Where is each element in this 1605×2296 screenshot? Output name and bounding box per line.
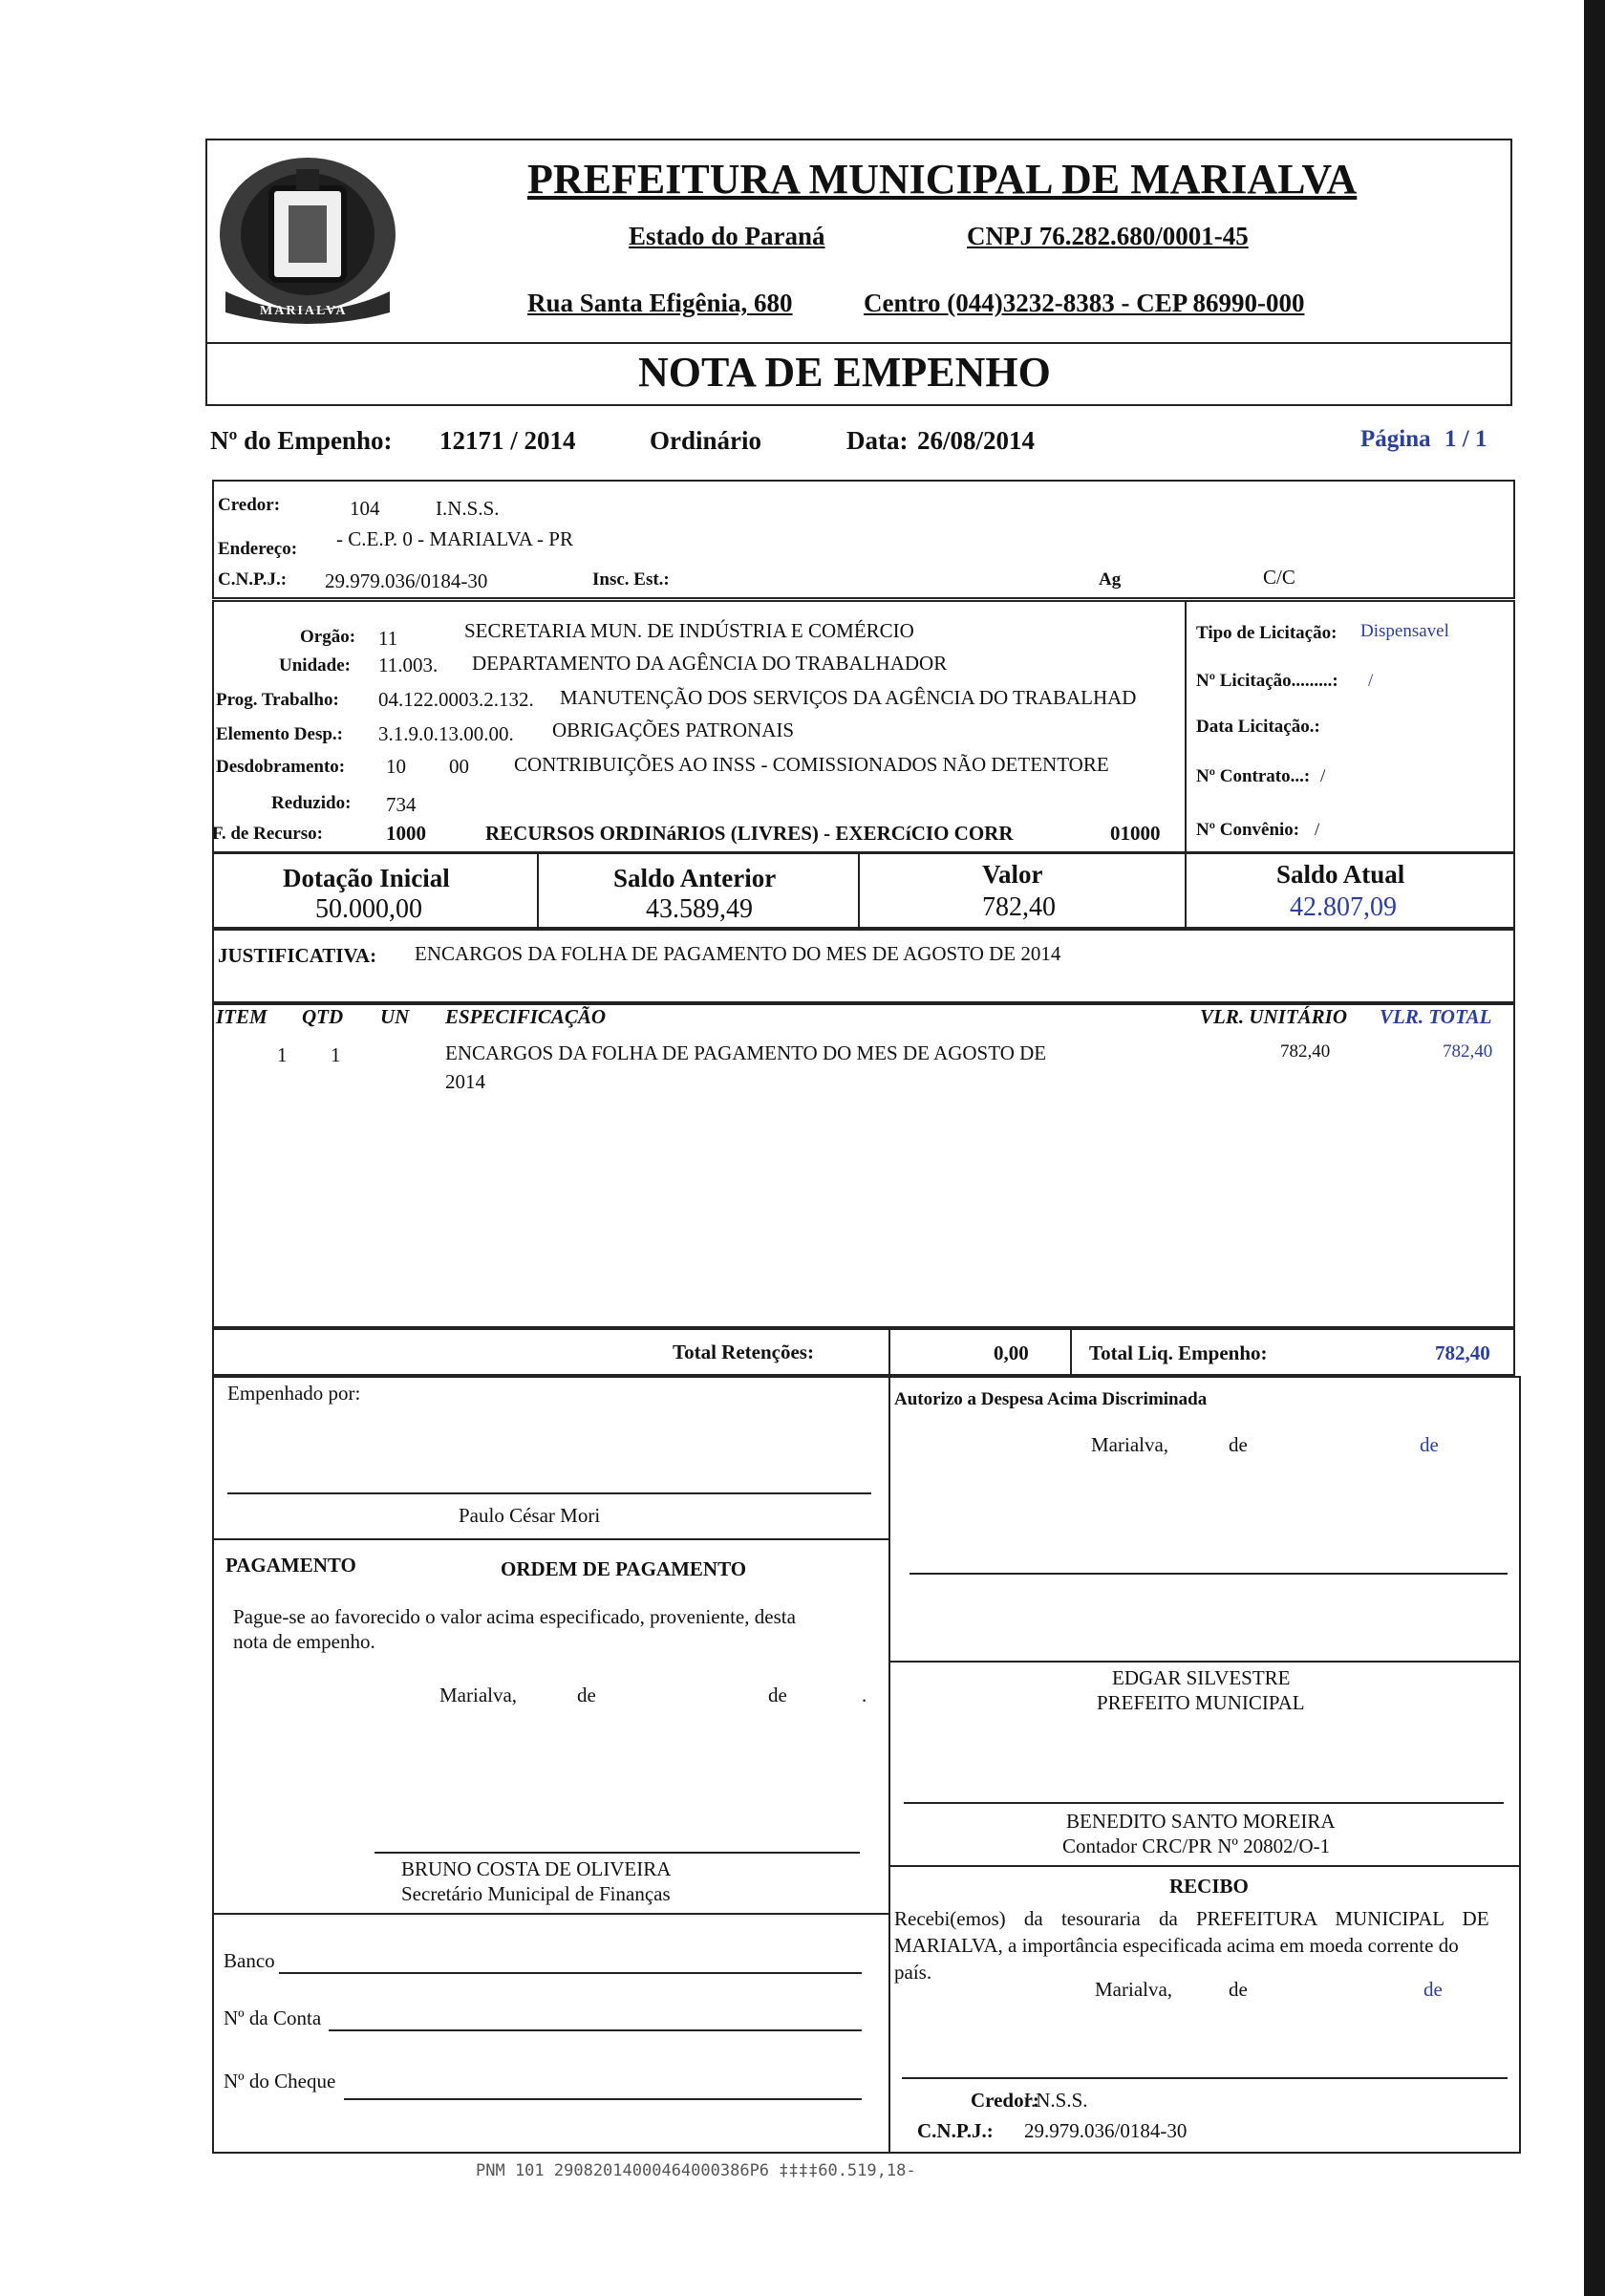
recibo-city: Marialva, xyxy=(1095,1978,1173,2001)
empenhado-signature-line xyxy=(227,1492,871,1494)
row-qtd: 1 xyxy=(331,1043,341,1066)
secretario-role: Secretário Municipal de Finanças xyxy=(401,1882,671,1905)
page-title: PREFEITURA MUNICIPAL DE MARIALVA xyxy=(527,156,1358,203)
prefeito-name: EDGAR SILVESTRE xyxy=(1112,1666,1291,1689)
autorizo-city: Marialva, xyxy=(1091,1433,1169,1456)
saldo-atual-value: 42.807,09 xyxy=(1290,892,1397,922)
row-spec-line2: 2014 xyxy=(445,1070,485,1093)
budget-licitacao-divider xyxy=(1185,600,1187,853)
licitacao-tipo-label: Tipo de Licitação: xyxy=(1196,623,1338,643)
pagamento-label: PAGAMENTO xyxy=(225,1554,356,1577)
retencoes-value: 0,00 xyxy=(994,1341,1029,1364)
retencoes-label: Total Retenções: xyxy=(673,1341,814,1363)
autorizo-de1: de xyxy=(1229,1433,1248,1456)
amounts-divider-1 xyxy=(537,852,539,929)
saldo-anterior-label: Saldo Anterior xyxy=(613,864,777,892)
col-item: ITEM xyxy=(216,1005,268,1028)
dotacao-label: Dotação Inicial xyxy=(283,864,450,892)
address-label: Endereço: xyxy=(218,539,298,559)
recibo-separator xyxy=(888,1865,1521,1867)
creditor-cnpj-label: C.N.P.J.: xyxy=(218,569,288,590)
empenhado-signer: Paulo César Mori xyxy=(459,1504,601,1527)
page-label: Página xyxy=(1360,426,1431,452)
dotacao-value: 50.000,00 xyxy=(315,894,422,924)
contador-name: BENEDITO SANTO MOREIRA xyxy=(1066,1810,1336,1833)
page-number: 1 / 1 xyxy=(1444,426,1487,452)
row-total-value: 782,40 xyxy=(1443,1041,1493,1062)
valor-label: Valor xyxy=(982,860,1043,889)
pagamento-city: Marialva, xyxy=(439,1684,518,1706)
autorizo-de2: de xyxy=(1420,1433,1439,1456)
col-qtd: QTD xyxy=(302,1005,344,1028)
city-cnpj: CNPJ 76.282.680/0001-45 xyxy=(967,222,1249,250)
prog-label: Prog. Trabalho: xyxy=(216,690,339,710)
liquido-value: 782,40 xyxy=(1435,1341,1490,1364)
recurso-code: 1000 xyxy=(386,822,426,845)
recibo-credor: I.N.S.S. xyxy=(1024,2089,1088,2112)
contrato-label: Nº Contrato...: xyxy=(1196,766,1311,786)
orgao-desc: SECRETARIA MUN. DE INDÚSTRIA E COMÉRCIO xyxy=(464,619,914,642)
conta-label: Nº da Conta xyxy=(224,2006,322,2029)
justificativa-box xyxy=(212,929,1515,1003)
prog-code: 04.122.0003.2.132. xyxy=(378,688,534,711)
header-divider xyxy=(205,342,1512,344)
contador-role: Contador CRC/PR Nº 20802/O-1 xyxy=(1062,1835,1331,1857)
recurso-desc: RECURSOS ORDINáRIOS (LIVRES) - EXERCíCIO CORR xyxy=(485,822,1014,845)
prefeito-role: PREFEITO MUNICIPAL xyxy=(1097,1691,1305,1714)
col-un: UN xyxy=(380,1005,410,1028)
autorizo-separator xyxy=(888,1661,1521,1663)
banco-label: Banco xyxy=(224,1949,275,1972)
desdobramento-code1: 10 xyxy=(386,755,406,778)
unidade-code: 11.003. xyxy=(378,654,439,676)
state-name: Estado do Paraná xyxy=(629,222,825,250)
elemento-code: 3.1.9.0.13.00.00. xyxy=(378,722,514,745)
signatures-divider xyxy=(888,1376,890,2154)
recibo-de2: de xyxy=(1423,1978,1443,2001)
recibo-text-line2: MARIALVA, a importância especificada acima em moeda corrente do xyxy=(894,1934,1459,1957)
saldo-anterior-value: 43.589,49 xyxy=(646,894,753,924)
orgao-label: Orgão: xyxy=(300,627,356,647)
recurso-code2: 01000 xyxy=(1110,822,1161,845)
reduzido-label: Reduzido: xyxy=(271,793,352,813)
pagamento-de2: de xyxy=(768,1684,787,1706)
banco-line xyxy=(279,1972,862,1974)
ag-label: Ag xyxy=(1099,569,1122,590)
row-unit-value: 782,40 xyxy=(1280,1041,1331,1062)
liquido-label: Total Liq. Empenho: xyxy=(1089,1341,1268,1364)
street-address: Rua Santa Efigênia, 680 xyxy=(527,289,793,317)
totals-box xyxy=(212,1328,1515,1376)
document-title: NOTA DE EMPENHO xyxy=(638,349,1051,396)
elemento-desc: OBRIGAÇÕES PATRONAIS xyxy=(552,719,795,741)
authentication-code: PNM 101 29082014000464000386P6 ‡‡‡‡60.519,18- xyxy=(476,2161,916,2180)
amounts-divider-3 xyxy=(1185,852,1187,929)
recurso-label: F. de Recurso: xyxy=(212,824,323,844)
recibo-credor-label: Credor: xyxy=(971,2089,1039,2112)
col-total-value: VLR. TOTAL xyxy=(1380,1005,1492,1028)
scan-edge xyxy=(1584,0,1605,2296)
recibo-de1: de xyxy=(1229,1978,1248,2001)
pagamento-text-line1: Pague-se ao favorecido o valor acima especificado, proveniente, desta xyxy=(233,1605,796,1628)
creditor-cnpj: 29.979.036/0184-30 xyxy=(325,569,488,592)
prog-desc: MANUTENÇÃO DOS SERVIÇOS DA AGÊNCIA DO TRABALHAD xyxy=(560,686,1137,709)
contador-signature-line xyxy=(904,1802,1504,1804)
secretario-name: BRUNO COSTA DE OLIVEIRA xyxy=(401,1857,672,1880)
recibo-text-line3: país. xyxy=(894,1961,932,1984)
secretario-separator xyxy=(212,1913,888,1915)
row-item: 1 xyxy=(277,1043,288,1066)
cc-label: C/C xyxy=(1263,566,1295,589)
pagamento-dot: . xyxy=(862,1684,867,1706)
justificativa-text: ENCARGOS DA FOLHA DE PAGAMENTO DO MES DE AGOSTO DE 2014 xyxy=(415,942,1061,965)
amounts-divider-2 xyxy=(858,852,860,929)
recibo-text-line1: Recebi(emos) da tesouraria da PREFEITURA MUNICIPAL DE xyxy=(894,1907,1489,1930)
creditor-label: Credor: xyxy=(218,495,281,515)
empenho-date: 26/08/2014 xyxy=(917,426,1036,455)
recibo-label: RECIBO xyxy=(1169,1875,1249,1898)
empenho-type: Ordinário xyxy=(650,426,762,455)
cheque-line xyxy=(344,2098,862,2100)
orgao-code: 11 xyxy=(378,627,398,650)
recibo-cnpj-label: C.N.P.J.: xyxy=(917,2119,994,2142)
saldo-atual-label: Saldo Atual xyxy=(1276,860,1405,889)
totals-divider-2 xyxy=(1070,1328,1072,1376)
empenho-number-label: Nº do Empenho: xyxy=(210,426,393,455)
creditor-code: 104 xyxy=(350,497,380,520)
row-spec-line1: ENCARGOS DA FOLHA DE PAGAMENTO DO MES DE AGOSTO DE xyxy=(445,1041,1047,1064)
autorizo-label: Autorizo a Despesa Acima Discriminada xyxy=(894,1389,1208,1409)
desdobramento-label: Desdobramento: xyxy=(216,757,346,777)
recibo-cnpj: 29.979.036/0184-30 xyxy=(1024,2119,1188,2142)
totals-divider-1 xyxy=(888,1328,890,1376)
col-unit-value: VLR. UNITÁRIO xyxy=(1200,1005,1348,1028)
desdobramento-desc: CONTRIBUIÇÕES AO INSS - COMISSIONADOS NÃO DETENTORE xyxy=(514,753,1109,776)
pagamento-de1: de xyxy=(577,1684,596,1706)
unidade-desc: DEPARTAMENTO DA AGÊNCIA DO TRABALHADOR xyxy=(472,652,948,675)
licitacao-data-label: Data Licitação.: xyxy=(1196,717,1320,737)
licitacao-numero: / xyxy=(1368,671,1374,691)
elemento-label: Elemento Desp.: xyxy=(216,724,343,744)
insc-est-label: Insc. Est.: xyxy=(592,569,670,590)
unidade-label: Unidade: xyxy=(279,655,351,676)
creditor-name: I.N.S.S. xyxy=(436,497,500,520)
ordem-pagamento-label: ORDEM DE PAGAMENTO xyxy=(501,1557,747,1580)
contrato-value: / xyxy=(1320,766,1326,786)
conta-line xyxy=(329,2029,862,2031)
secretario-signature-line xyxy=(374,1852,860,1854)
col-spec: ESPECIFICAÇÃO xyxy=(445,1005,607,1028)
autorizo-signature-line xyxy=(910,1573,1508,1575)
convenio-value: / xyxy=(1315,820,1320,840)
crest-banner-text: MARIALVA xyxy=(260,304,348,318)
justificativa-label: JUSTIFICATIVA: xyxy=(218,944,377,967)
district-phone: Centro (044)3232-8383 - CEP 86990-000 xyxy=(864,289,1305,317)
recibo-signature-line xyxy=(902,2077,1508,2079)
valor-value: 782,40 xyxy=(982,892,1056,922)
empenhado-separator xyxy=(212,1538,888,1540)
creditor-address: - C.E.P. 0 - MARIALVA - PR xyxy=(336,527,573,550)
date-label: Data: xyxy=(846,426,909,455)
desdobramento-code2: 00 xyxy=(449,755,469,778)
empenho-number: 12171 / 2014 xyxy=(439,426,576,455)
reduzido-value: 734 xyxy=(386,793,417,816)
licitacao-numero-label: Nº Licitação.........: xyxy=(1196,671,1338,691)
pagamento-text-line2: nota de empenho. xyxy=(233,1630,375,1653)
convenio-label: Nº Convênio: xyxy=(1196,820,1300,840)
licitacao-tipo: Dispensavel xyxy=(1360,621,1449,641)
empenhado-label: Empenhado por: xyxy=(227,1382,361,1405)
cheque-label: Nº do Cheque xyxy=(224,2070,336,2092)
